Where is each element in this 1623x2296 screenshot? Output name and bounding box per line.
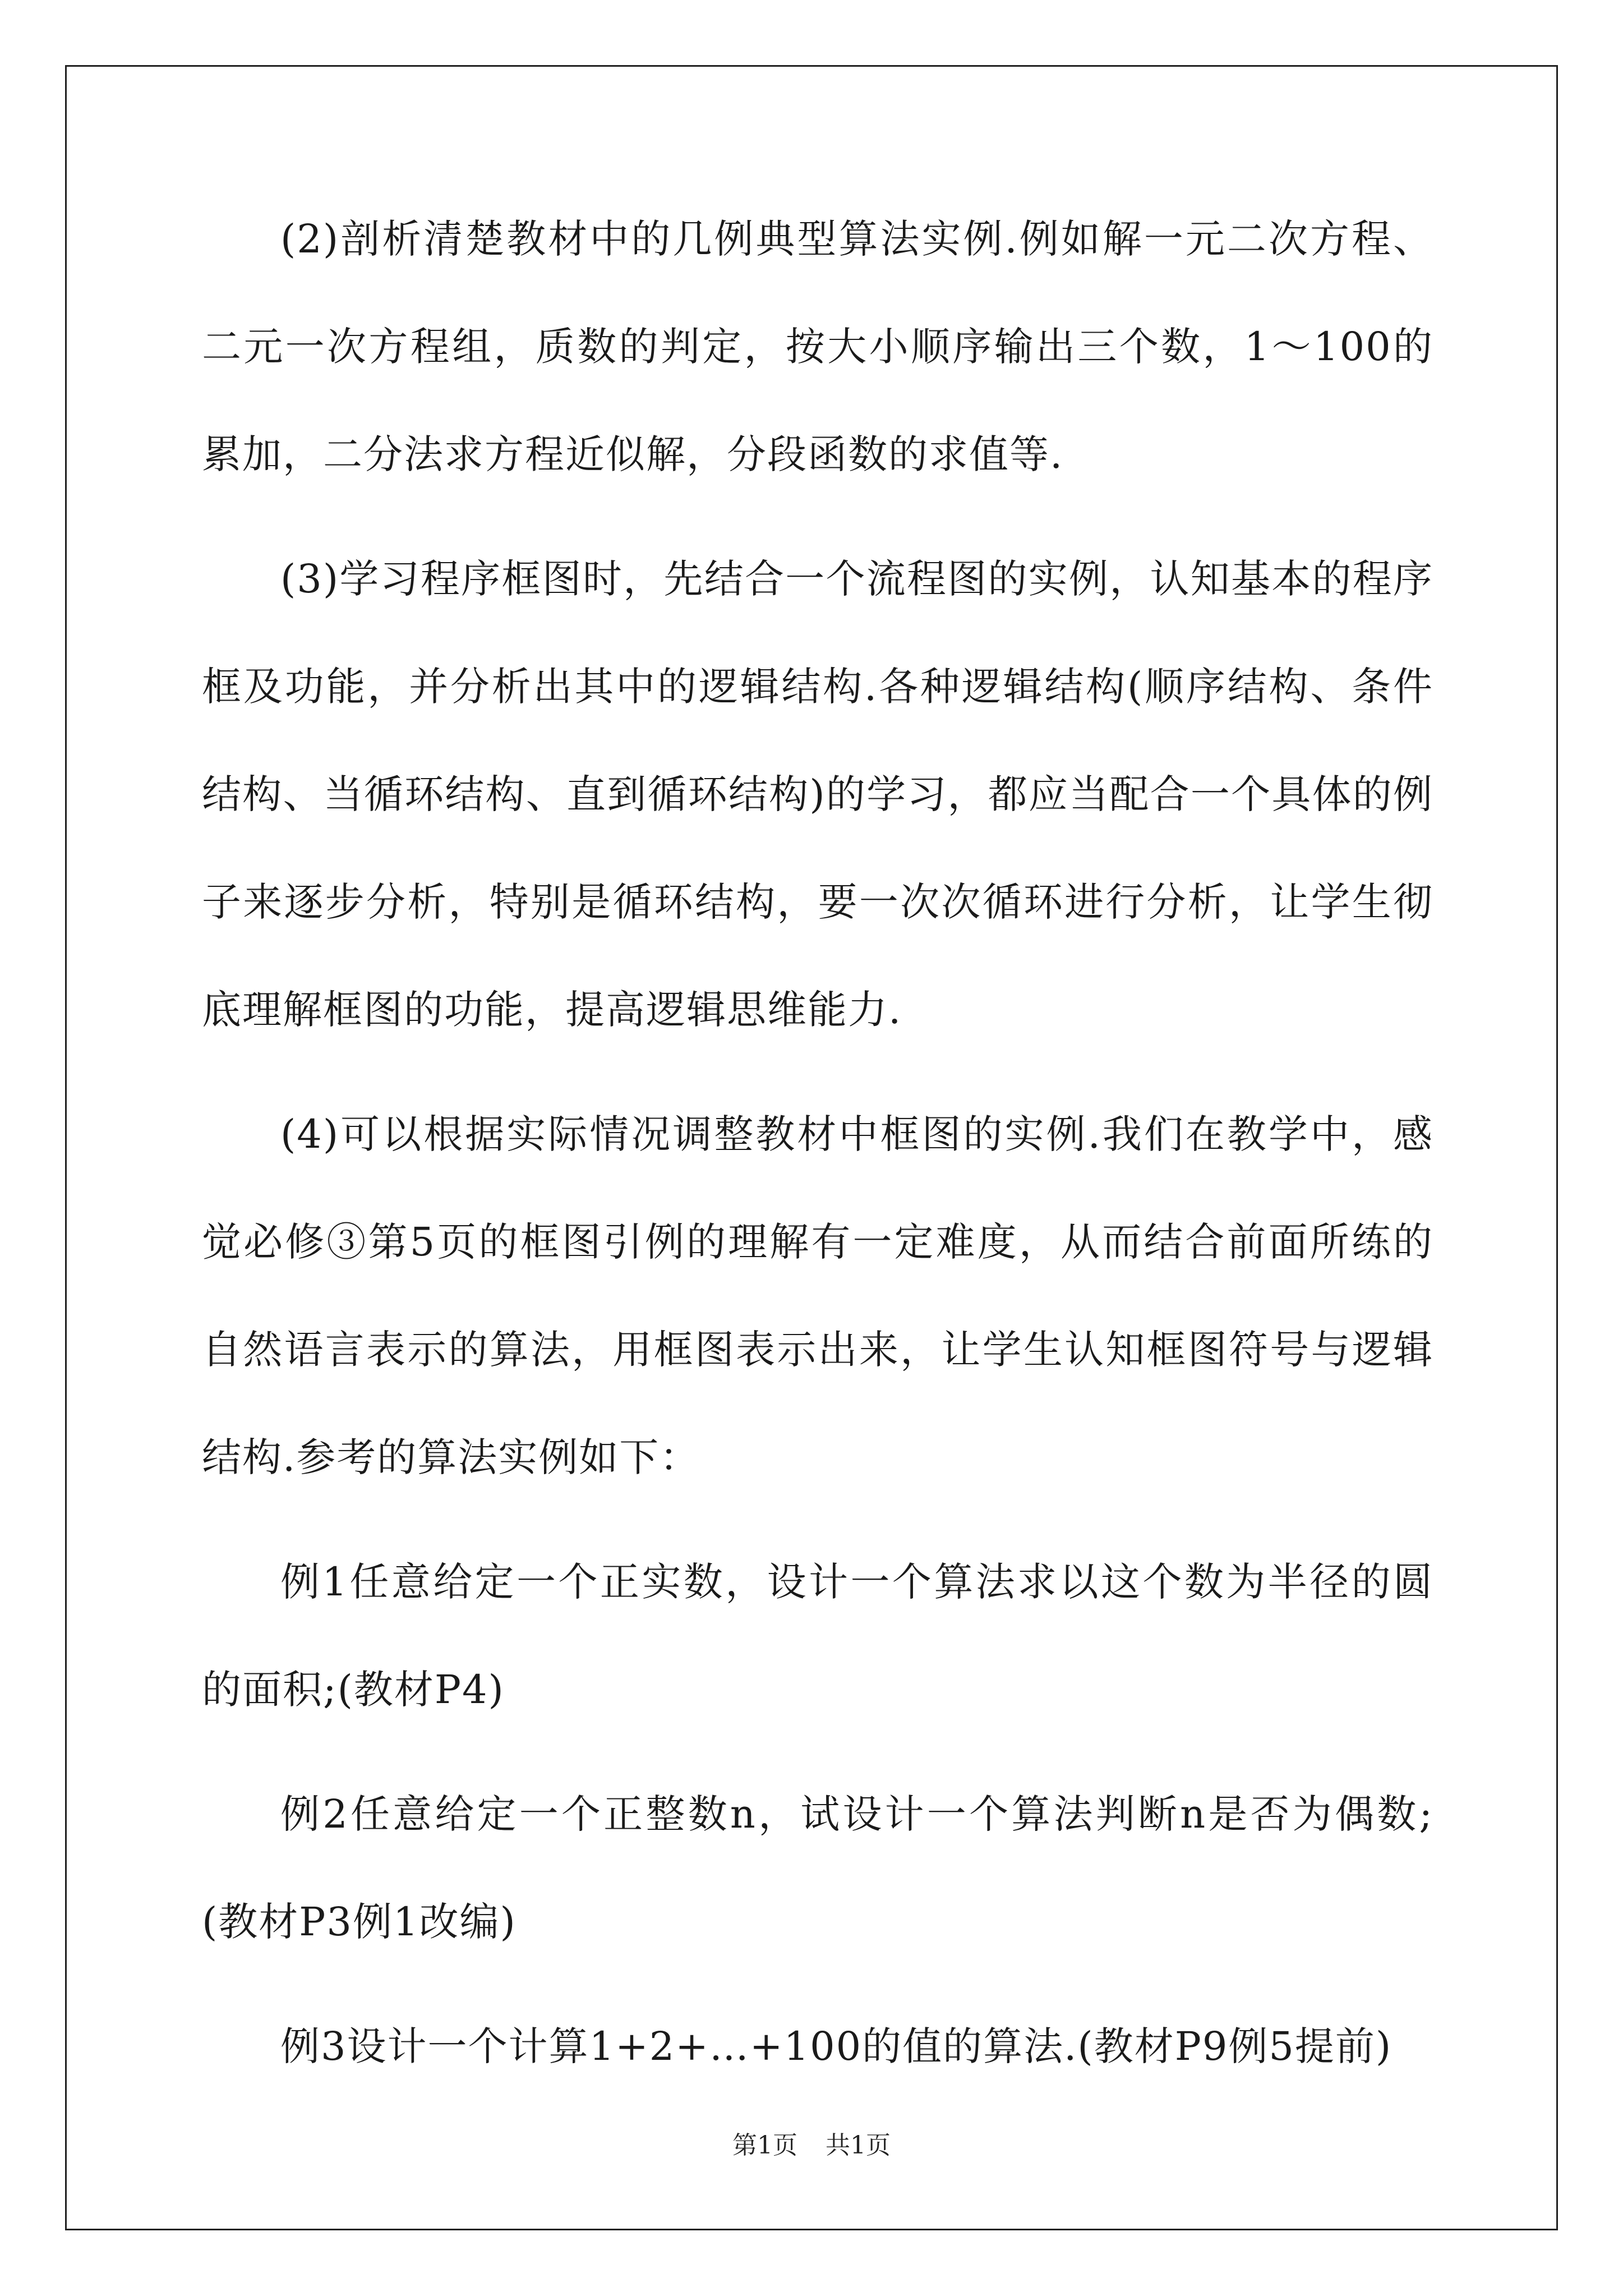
page-footer <box>0 2129 1623 2162</box>
page-number: 第1页 <box>732 2131 797 2160</box>
example-1: 例1任意给定一个正实数，设计一个算法求以这个数为半径的圆的面积;(教材P4) <box>202 1559 1433 1713</box>
paragraph-4: (4)可以根据实际情况调整教材中框图的实例.我们在教学中，感觉必修③第5页的框图引例的理解有一定难度，从而结合前面所练的自然语言表示的算法，用框图表示出来，让学生认知框图符号与逻辑结构.参考的算法实例如下： <box>202 1111 1433 1480</box>
paragraph-3: (3)学习程序框图时，先结合一个流程图的实例，认知基本的程序框及功能，并分析出其中的逻辑结构.各种逻辑结构(顺序结构、条件结构、当循环结构、直到循环结构)的学习，都应当配合一个具体的例子来逐步分析，特别是循环结构，要一次次循环进行分析，让学生彻底理解框图的功能，提高逻辑思维能力. <box>202 556 1433 1033</box>
document-body <box>202 185 1433 2117</box>
example-2: 例2任意给定一个正整数n，试设计一个算法判断n是否为偶数;(教材P3例1改编) <box>202 1791 1433 1945</box>
page-total: 共1页 <box>826 2131 891 2160</box>
example-3: 例3设计一个计算1+2+…+100的值的算法.(教材P9例5提前) <box>280 2023 1393 2069</box>
paragraph-2: (2)剖析清楚教材中的几例典型算法实例.例如解一元二次方程、二元一次方程组，质数的判定，按大小顺序输出三个数，1～100的累加，二分法求方程近似解，分段函数的求值等. <box>202 216 1433 477</box>
